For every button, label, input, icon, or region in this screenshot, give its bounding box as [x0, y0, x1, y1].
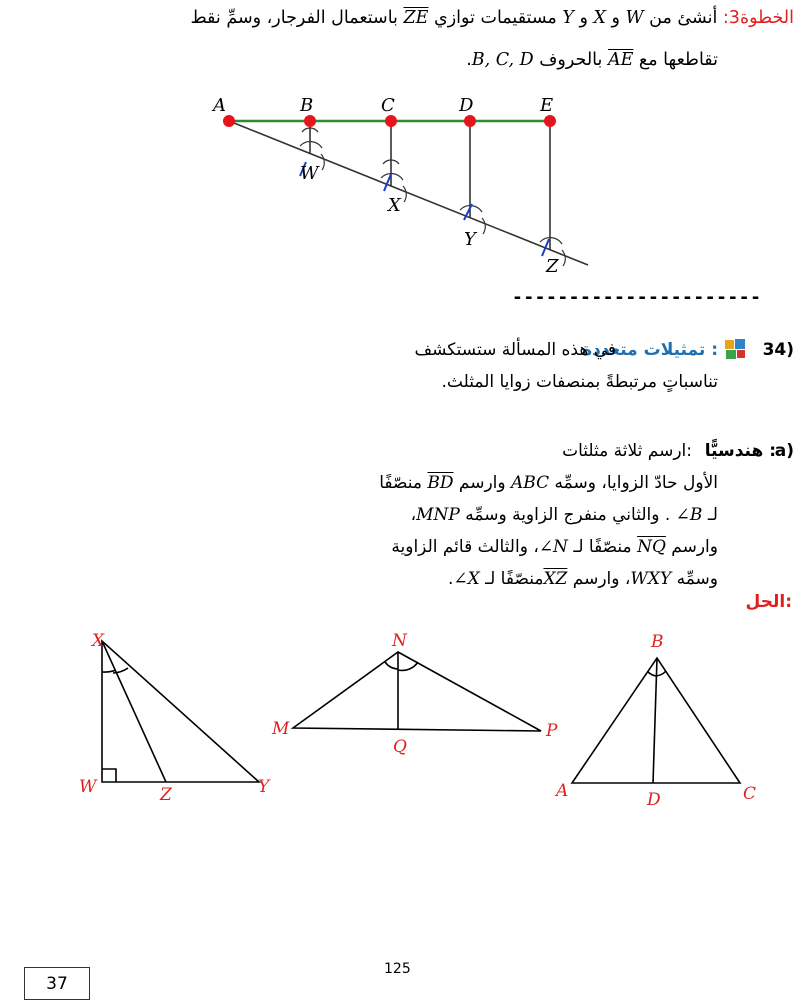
text: . [447, 569, 454, 589]
ray-xz: $\overline{XZ}$ [543, 569, 568, 589]
step3-text: أنشئ من [643, 8, 723, 28]
part-a-line1 [379, 473, 718, 493]
label-b: B [300, 95, 314, 116]
angle-arc-n [385, 662, 398, 669]
step3-label: الخطوة3: [722, 8, 794, 28]
segment-ze: $\overline{ZE}$ [403, 8, 429, 28]
construction-figure [0, 0, 800, 300]
text: منصّفًا لـ [567, 537, 638, 557]
step3-text: باستعمال الفرجار، وسمِّ نقط [190, 8, 404, 28]
label-a: A [213, 95, 226, 116]
label-q: Q [393, 737, 407, 757]
question-line1: في هذه المسألة ستستكشف [414, 340, 616, 360]
part-a-line3 [391, 537, 718, 557]
angle-x: ∠X [453, 569, 480, 589]
compass-arcs [300, 128, 565, 266]
ray-nq: $\overline{NQ}$ [637, 537, 666, 557]
part-a-line2 [411, 505, 718, 525]
points-bcd: B, C, D [471, 50, 534, 70]
triangle-wxy-shape [102, 641, 259, 782]
triangles-figure [0, 620, 800, 820]
dashed-separator: ---------------------- [512, 287, 762, 308]
text: ، والثالث قائم الزاوية [391, 537, 539, 557]
text: ، وارسم [567, 569, 631, 589]
question-number: 34) [762, 340, 794, 360]
part-a-title: هندسيًّا : [704, 441, 776, 461]
part-a-letter: a) [774, 441, 794, 461]
text: وسمِّه [671, 569, 718, 589]
var-x: X [593, 8, 606, 28]
label-d: D [459, 95, 474, 116]
label-y: Y [464, 229, 476, 250]
page-box-number: 37 [24, 967, 90, 1000]
label-y2: Y [258, 777, 270, 797]
angle-arc-x [102, 670, 116, 672]
text: وارسم [453, 473, 512, 493]
triangle-wxy: WXY [630, 569, 672, 589]
bisector-xz [102, 641, 166, 782]
label-z: Z [546, 256, 559, 277]
label-p: P [546, 721, 558, 741]
ray-bd: $\overline{BD}$ [427, 473, 454, 493]
text: منصّفًا [379, 473, 428, 493]
blue-tick-marks [300, 162, 549, 256]
segment-ae: $\overline{AE}$ [607, 50, 634, 70]
text: لـ [702, 505, 718, 525]
angle-n: ∠N [538, 537, 568, 557]
angle-b: ∠B [675, 505, 703, 525]
step3-text: مستقيمات توازي [428, 8, 563, 28]
period: . [466, 50, 472, 70]
label-a2: A [556, 781, 569, 801]
label-m: M [272, 719, 290, 739]
triangle-abc: ABC [511, 473, 550, 493]
label-c2: C [743, 784, 757, 804]
label-c: C [381, 95, 395, 116]
label-d2: D [647, 790, 661, 810]
transversal-line [229, 121, 588, 265]
label-e: E [540, 95, 554, 116]
label-x: X [388, 195, 401, 216]
step3-text: بالحروف [533, 50, 608, 70]
multiple-representations-icon [723, 337, 747, 361]
angle-arc-b2 [656, 671, 666, 676]
part-a-line4 [448, 569, 718, 589]
angle-arc-n2 [398, 662, 418, 670]
and-text: و [573, 8, 594, 28]
question-line2: تناسباتٍ مرتبطةً بمنصفات زوايا المثلث. [441, 372, 718, 392]
step3-text: تقاطعها مع [633, 50, 718, 70]
label-n: N [392, 631, 407, 651]
label-x2: X [92, 631, 105, 651]
text: ، [410, 505, 417, 525]
angle-arc-b [648, 672, 656, 676]
text: . والثاني منفرج الزاوية وسمِّه [459, 505, 676, 525]
text: الأول حادّ الزوايا، وسمِّه [549, 473, 718, 493]
part-a-intro: ارسم ثلاثة مثلثات: [562, 441, 692, 461]
page-number: 125 [384, 961, 411, 977]
var-w: W [625, 8, 644, 28]
text: منصّفًا لـ [479, 569, 544, 589]
label-z2: Z [160, 785, 172, 805]
label-b2: B [651, 632, 664, 652]
text: وارسم [665, 537, 718, 557]
and-text: و [605, 8, 626, 28]
label-w2: W [79, 777, 97, 797]
triangle-mnp: MNP [416, 505, 460, 525]
label-w: W [300, 163, 319, 184]
right-angle-mark [102, 769, 116, 782]
question-title: تمثيلات متعددة : [582, 340, 718, 360]
var-y: Y [562, 8, 574, 28]
solution-label: الحل: [745, 592, 792, 612]
